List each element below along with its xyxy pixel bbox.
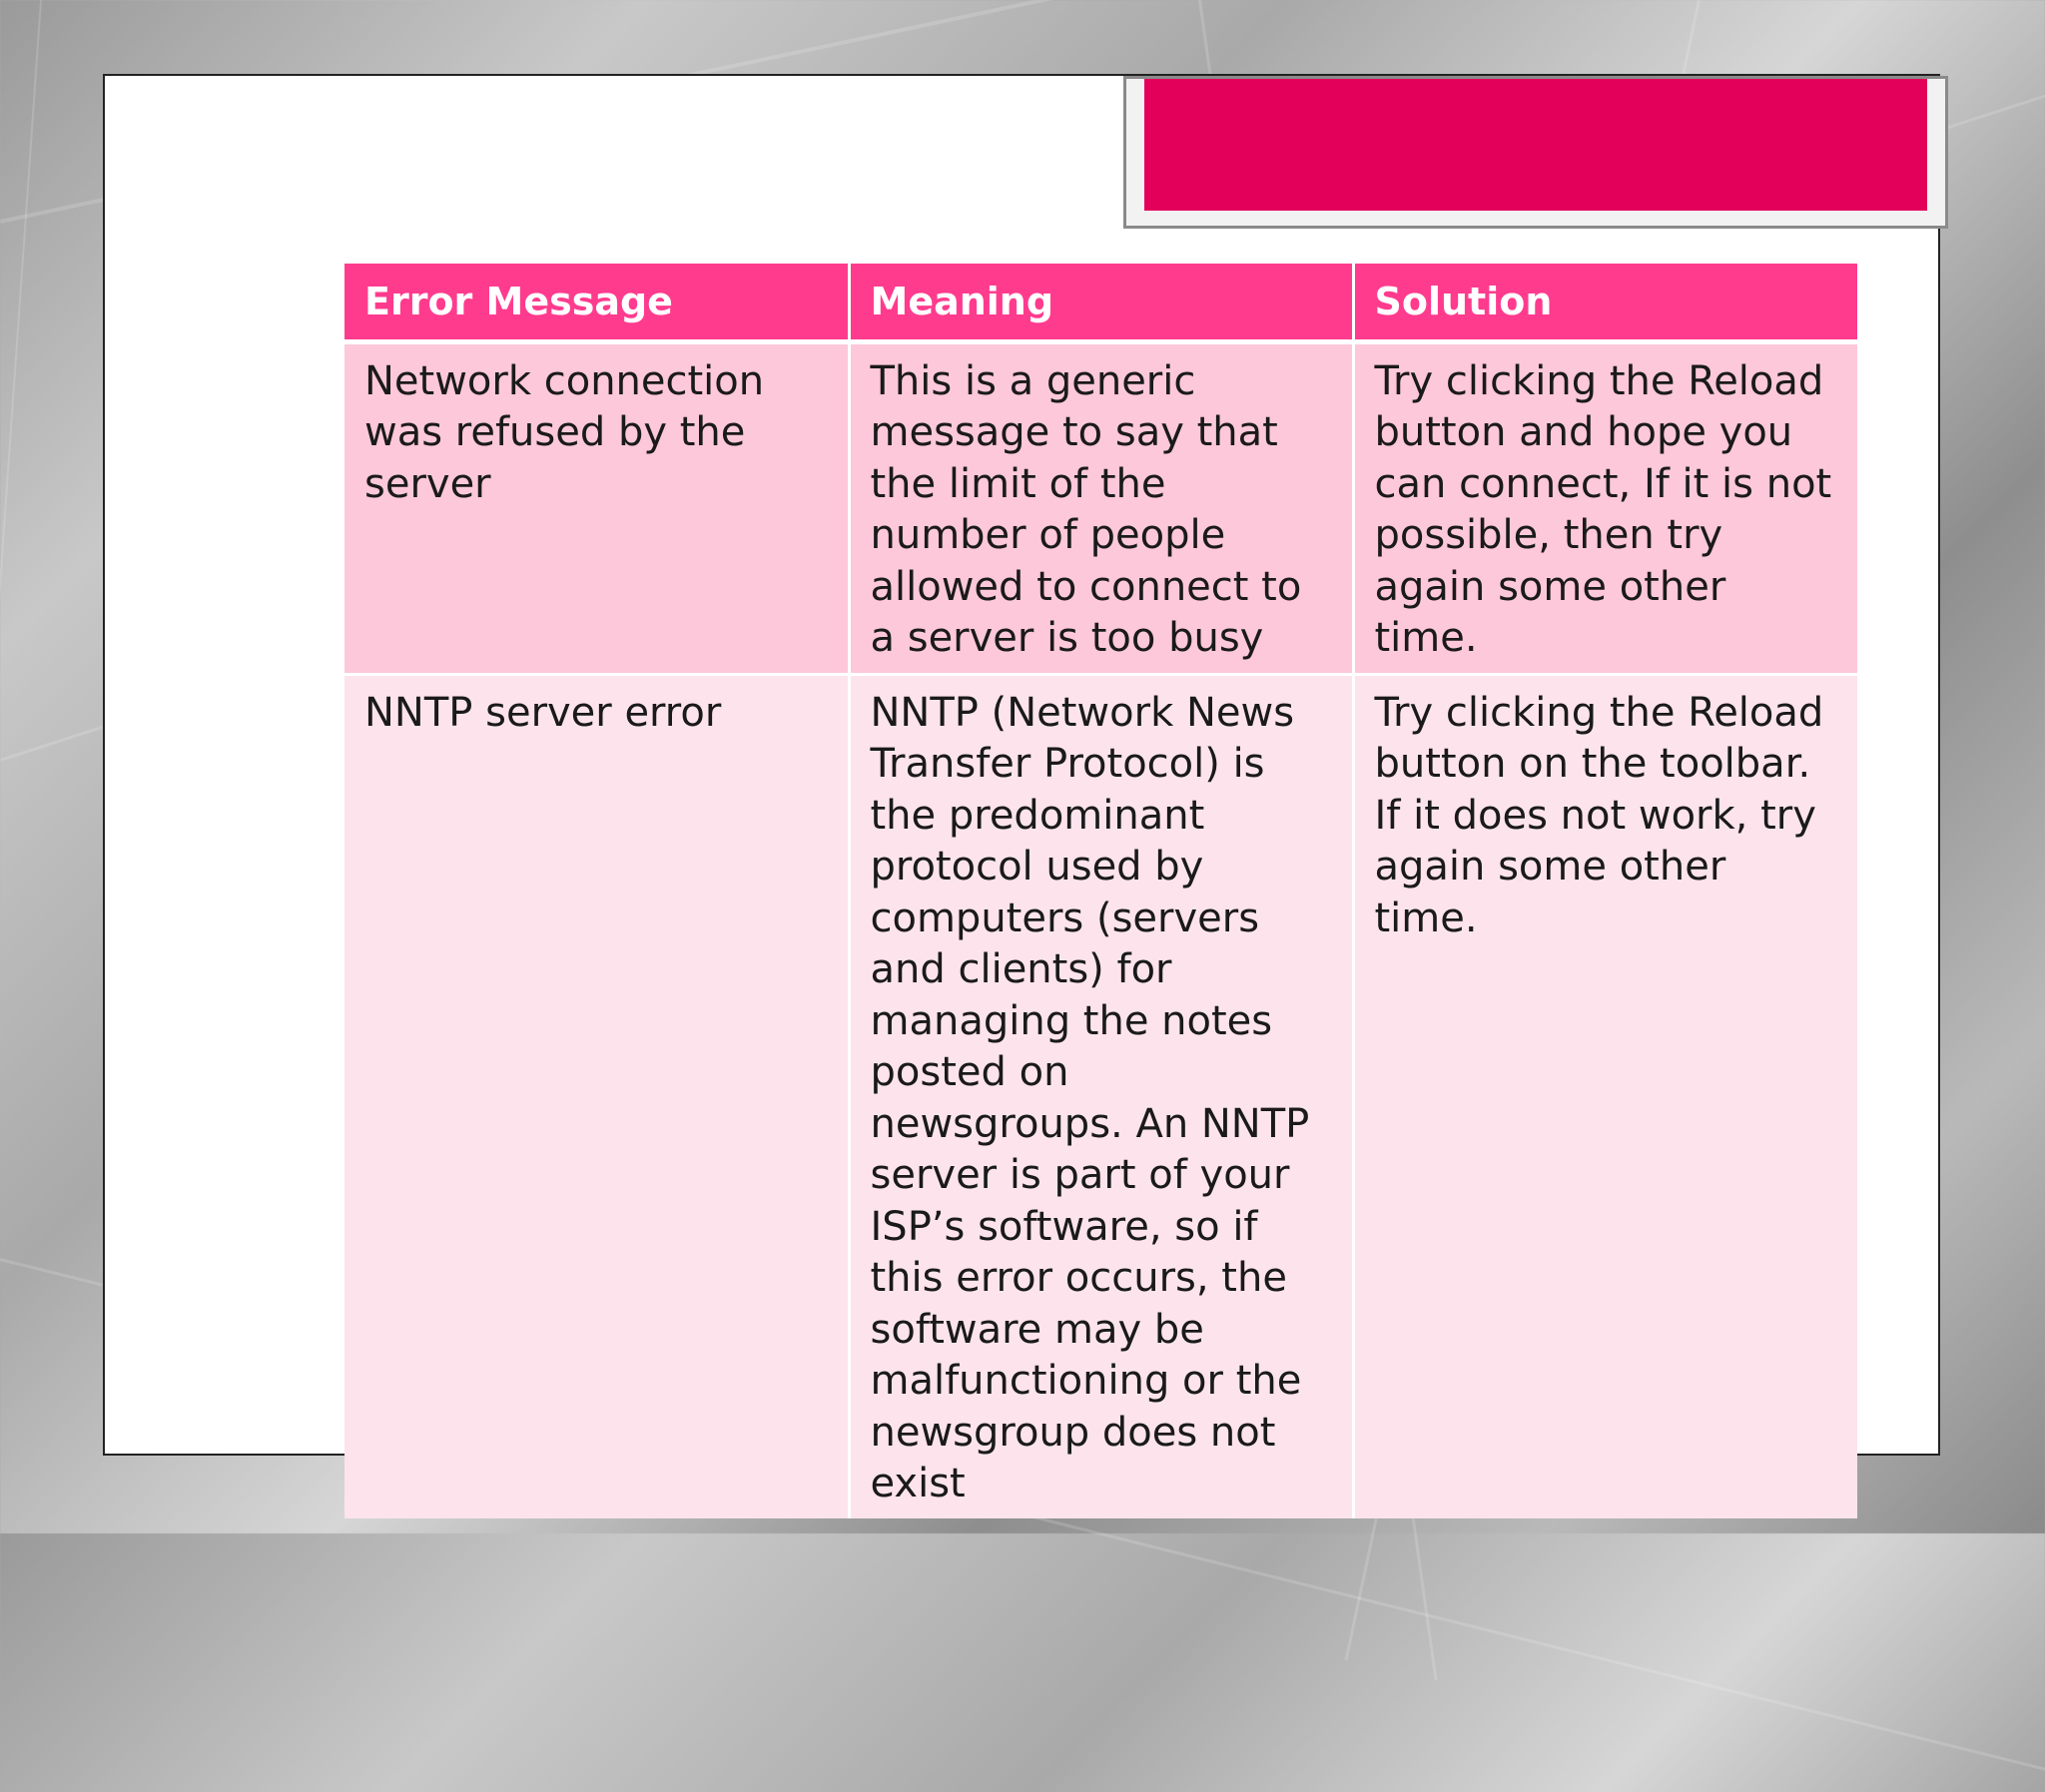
title-accent-frame	[1123, 76, 1948, 229]
cell-solution: Try clicking the Reload button and hope you can connect, If it is not possible, then try again some other time.	[1353, 341, 1857, 674]
title-accent-bar	[1144, 79, 1927, 211]
cell-meaning: NNTP (Network News Transfer Protocol) is the predominant protocol used by computers (servers and clients) for managing the notes posted on newsgroups. An NNTP server is part of your ISP’s software, so if this error occurs, the software may be malfunctioning or the newsgroup does not exist	[849, 674, 1353, 1518]
header-meaning: Meaning	[849, 264, 1353, 341]
table-row	[344, 674, 1857, 1518]
header-error-message: Error Message	[344, 264, 849, 341]
table-header-row	[344, 264, 1857, 341]
slide	[103, 74, 1940, 1506]
error-table	[344, 264, 1857, 1518]
cell-meaning: This is a generic message to say that the limit of the number of people allowed to connect to a server is too busy	[849, 341, 1353, 674]
header-solution: Solution	[1353, 264, 1857, 341]
cell-error-message: Network connection was refused by the server	[344, 341, 849, 674]
cell-error-message: NNTP server error	[344, 674, 849, 1518]
cell-solution: Try clicking the Reload button on the toolbar. If it does not work, try again some other time.	[1353, 674, 1857, 1518]
table-row	[344, 341, 1857, 674]
background-stripe	[0, 0, 42, 1693]
